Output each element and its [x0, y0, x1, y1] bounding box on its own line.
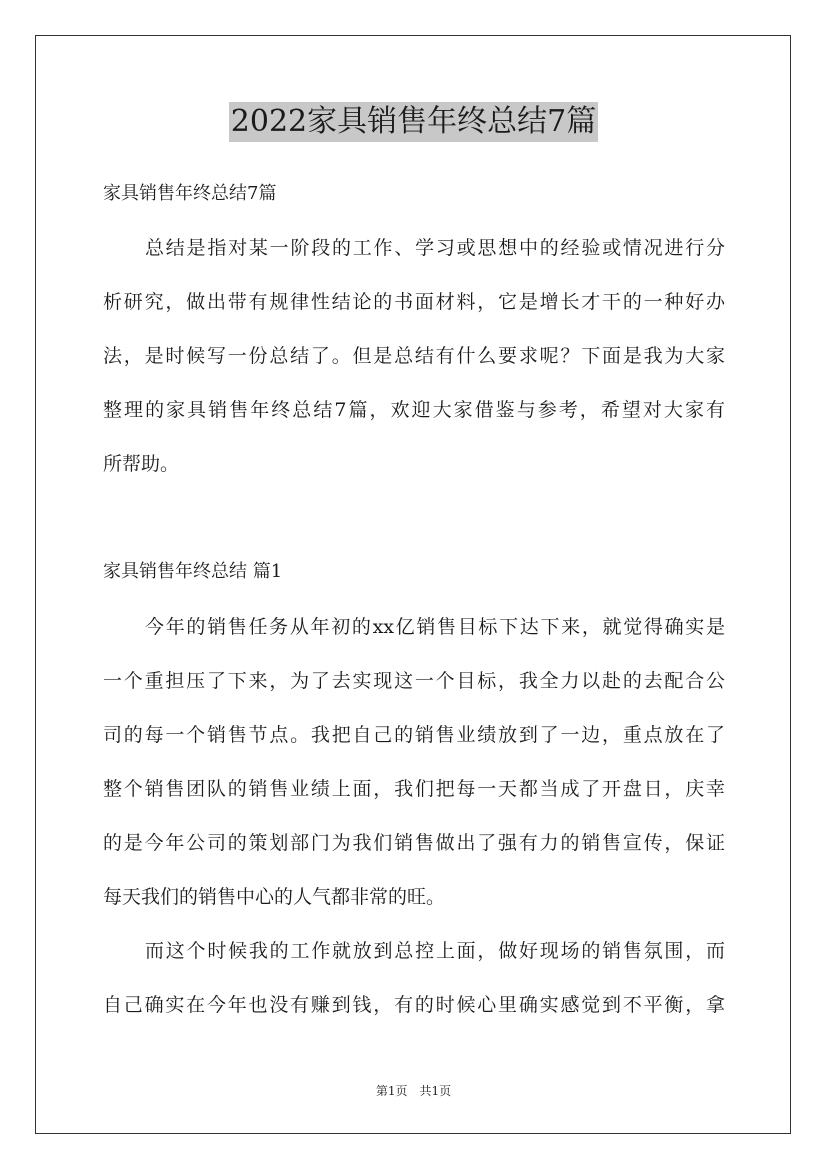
- paragraph-line: 每天我们的销售中心的人气都非常的旺。: [103, 886, 446, 908]
- document-title: 2022家具销售年终总结7篇: [229, 102, 598, 142]
- paragraph-line: 今年的销售任务从年初的xx亿销售目标下达下来，就觉得确实是: [145, 616, 725, 638]
- document-subtitle: 家具销售年终总结7篇: [103, 183, 277, 204]
- paragraph-line: 的是今年公司的策划部门为我们销售做出了强有力的销售宣传，保证: [103, 832, 725, 854]
- title-container: [0, 102, 827, 142]
- paragraph-line: 而这个时候我的工作就放到总控上面，做好现场的销售氛围，而: [145, 940, 725, 962]
- intro-line: 总结是指对某一阶段的工作、学习或思想中的经验或情况进行分: [145, 237, 725, 259]
- paragraph-line: 整个销售团队的销售业绩上面，我们把每一天都当成了开盘日，庆幸: [103, 778, 725, 800]
- section-heading: 家具销售年终总结 篇1: [103, 561, 283, 582]
- intro-line: 析研究，做出带有规律性结论的书面材料，它是增长才干的一种好办: [103, 291, 725, 313]
- intro-line: 所帮助。: [103, 453, 180, 475]
- intro-line: 法，是时候写一份总结了。但是总结有什么要求呢？下面是我为大家: [103, 345, 725, 367]
- paragraph-line: 自己确实在今年也没有赚到钱，有的时候心里确实感觉到不平衡，拿: [103, 994, 725, 1016]
- intro-line: 整理的家具销售年终总结7篇，欢迎大家借鉴与参考，希望对大家有: [103, 399, 725, 421]
- paragraph-line: 一个重担压了下来，为了去实现这一个目标，我全力以赴的去配合公: [103, 670, 725, 692]
- page-footer: 第1页 共1页: [375, 1084, 452, 1098]
- paragraph-line: 司的每一个销售节点。我把自己的销售业绩放到了一边，重点放在了: [103, 724, 725, 746]
